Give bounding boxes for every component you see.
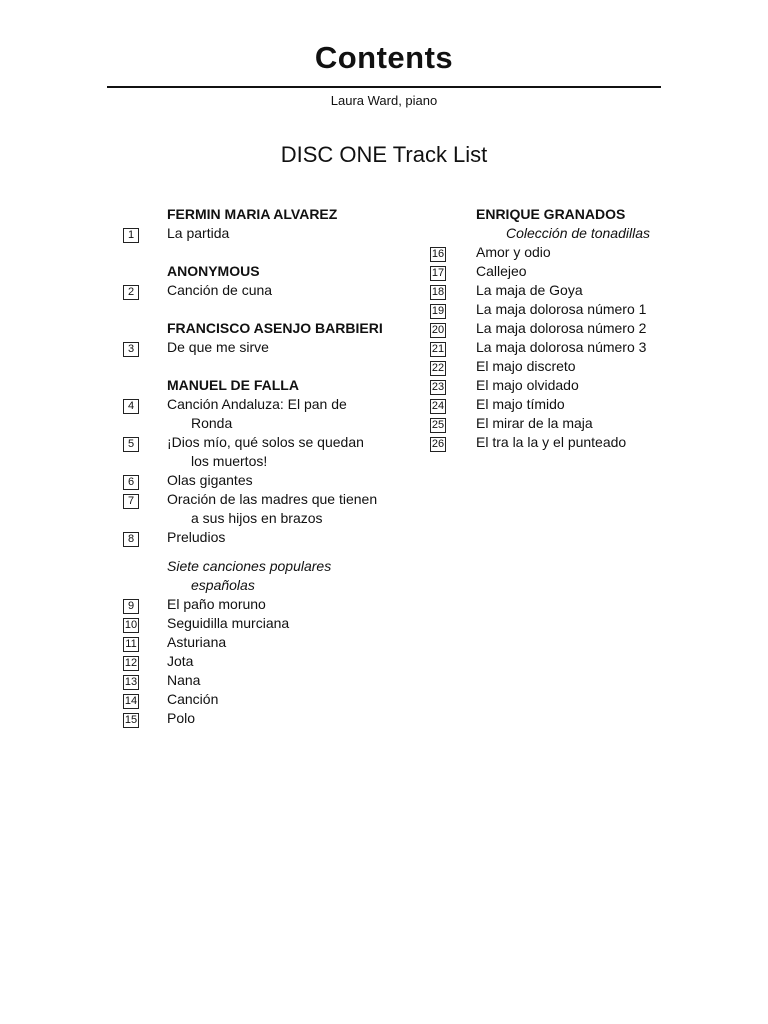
track-row	[123, 338, 423, 357]
track-title: La maja dolorosa número 2	[476, 320, 647, 336]
track-number-box: 8	[123, 532, 139, 547]
track-row	[123, 224, 423, 243]
track-row	[430, 395, 690, 414]
track-number-box: 20	[431, 324, 445, 336]
track-row	[430, 319, 690, 338]
track-number-box: 26	[431, 438, 445, 450]
performer-credit: Laura Ward, piano	[330, 93, 438, 108]
track-row	[430, 357, 690, 376]
track-row	[430, 262, 690, 281]
track-number-box: 5	[123, 437, 139, 452]
track-row	[123, 633, 423, 652]
track-title-continuation	[123, 414, 423, 433]
page-title: Contents	[314, 40, 454, 75]
track-row	[430, 433, 690, 452]
track-row	[123, 490, 423, 509]
track-number-box: 10	[124, 619, 138, 631]
track-title-cont: los muertos!	[191, 453, 268, 469]
track-title: Oración de las madres que tienen	[167, 491, 378, 507]
composer-heading	[123, 376, 423, 395]
track-number-box: 21	[431, 343, 445, 355]
track-number-box: 17	[431, 267, 445, 279]
track-row	[123, 690, 423, 709]
track-row	[430, 243, 690, 262]
track-row	[123, 433, 423, 452]
track-number-box: 13	[124, 676, 138, 688]
track-title: Olas gigantes	[167, 472, 253, 488]
track-title: Seguidilla murciana	[167, 615, 290, 631]
track-row	[123, 528, 423, 547]
track-number-box: 25	[431, 419, 445, 431]
track-title: El tra la la y el punteado	[476, 434, 627, 450]
track-title: Asturiana	[167, 634, 227, 650]
track-number-box: 23	[431, 381, 445, 393]
track-title: Nana	[167, 672, 201, 688]
track-number-box: 18	[431, 286, 445, 298]
collection-title: Colección de tonadillas	[506, 225, 650, 241]
collection-heading	[430, 224, 690, 243]
track-number-box: 22	[431, 362, 445, 374]
collection-title-cont: españolas	[191, 577, 255, 593]
track-number-box: 2	[123, 285, 139, 300]
track-number-box: 4	[123, 399, 139, 414]
track-title: El majo olvidado	[476, 377, 579, 393]
track-row	[123, 281, 423, 300]
composer-heading	[123, 205, 423, 224]
track-title: La maja dolorosa número 3	[476, 339, 647, 355]
track-number-box: 12	[124, 657, 138, 669]
track-row	[430, 414, 690, 433]
track-number-box: 1	[123, 228, 139, 243]
track-row	[123, 652, 423, 671]
track-number-box: 11	[123, 637, 139, 652]
track-row	[430, 376, 690, 395]
track-row	[123, 471, 423, 490]
track-title: El majo tímido	[476, 396, 565, 412]
composer-name: FRANCISCO ASENJO BARBIERI	[167, 320, 383, 336]
track-row	[123, 671, 423, 690]
track-list-left-column	[123, 205, 423, 728]
track-title: Callejeo	[476, 263, 527, 279]
track-title: Canción de cuna	[167, 282, 273, 298]
track-title: Polo	[167, 710, 196, 726]
collection-title: Siete canciones populares	[167, 558, 332, 574]
track-title: El majo discreto	[476, 358, 576, 374]
collection-heading-continuation	[123, 576, 423, 595]
disc-heading: DISC ONE Track List	[280, 142, 488, 167]
track-number-box: 16	[431, 248, 445, 260]
track-title-cont: a sus hijos en brazos	[191, 510, 323, 526]
track-title: La partida	[167, 225, 230, 241]
track-number-box: 14	[124, 695, 138, 707]
composer-name: ENRIQUE GRANADOS	[476, 206, 626, 222]
track-title: El mirar de la maja	[476, 415, 593, 431]
composer-heading	[123, 319, 423, 338]
track-title: La maja dolorosa número 1	[476, 301, 647, 317]
track-title: De que me sirve	[167, 339, 269, 355]
title-divider	[107, 86, 661, 88]
track-number-box: 6	[123, 475, 139, 490]
track-row	[430, 300, 690, 319]
track-title: Canción	[167, 691, 219, 707]
track-list-right-column	[430, 205, 690, 452]
track-title: Preludios	[167, 529, 226, 545]
track-title: Jota	[167, 653, 194, 669]
track-title: ¡Dios mío, qué solos se quedan	[167, 434, 364, 450]
track-row	[123, 614, 423, 633]
track-row	[123, 709, 423, 728]
composer-name: ANONYMOUS	[167, 263, 260, 279]
track-row	[123, 395, 423, 414]
track-title-continuation	[123, 452, 423, 471]
collection-heading	[123, 557, 423, 576]
composer-heading	[430, 205, 690, 224]
track-number-box: 3	[123, 342, 139, 357]
composer-heading	[123, 262, 423, 281]
track-title: La maja de Goya	[476, 282, 583, 298]
track-row	[430, 281, 690, 300]
composer-name: MANUEL DE FALLA	[167, 377, 299, 393]
track-number-box: 9	[123, 599, 139, 614]
track-number-box: 7	[123, 494, 139, 509]
track-row	[123, 595, 423, 614]
track-title: Canción Andaluza: El pan de	[167, 396, 347, 412]
track-number-box: 15	[124, 714, 138, 726]
track-number-box: 19	[431, 305, 445, 317]
track-title-continuation	[123, 509, 423, 528]
track-title-cont: Ronda	[191, 415, 233, 431]
track-title: Amor y odio	[476, 244, 551, 260]
track-number-box: 24	[431, 400, 445, 412]
track-title: El paño moruno	[167, 596, 266, 612]
composer-name: FERMIN MARIA ALVAREZ	[167, 206, 338, 222]
track-row	[430, 338, 690, 357]
